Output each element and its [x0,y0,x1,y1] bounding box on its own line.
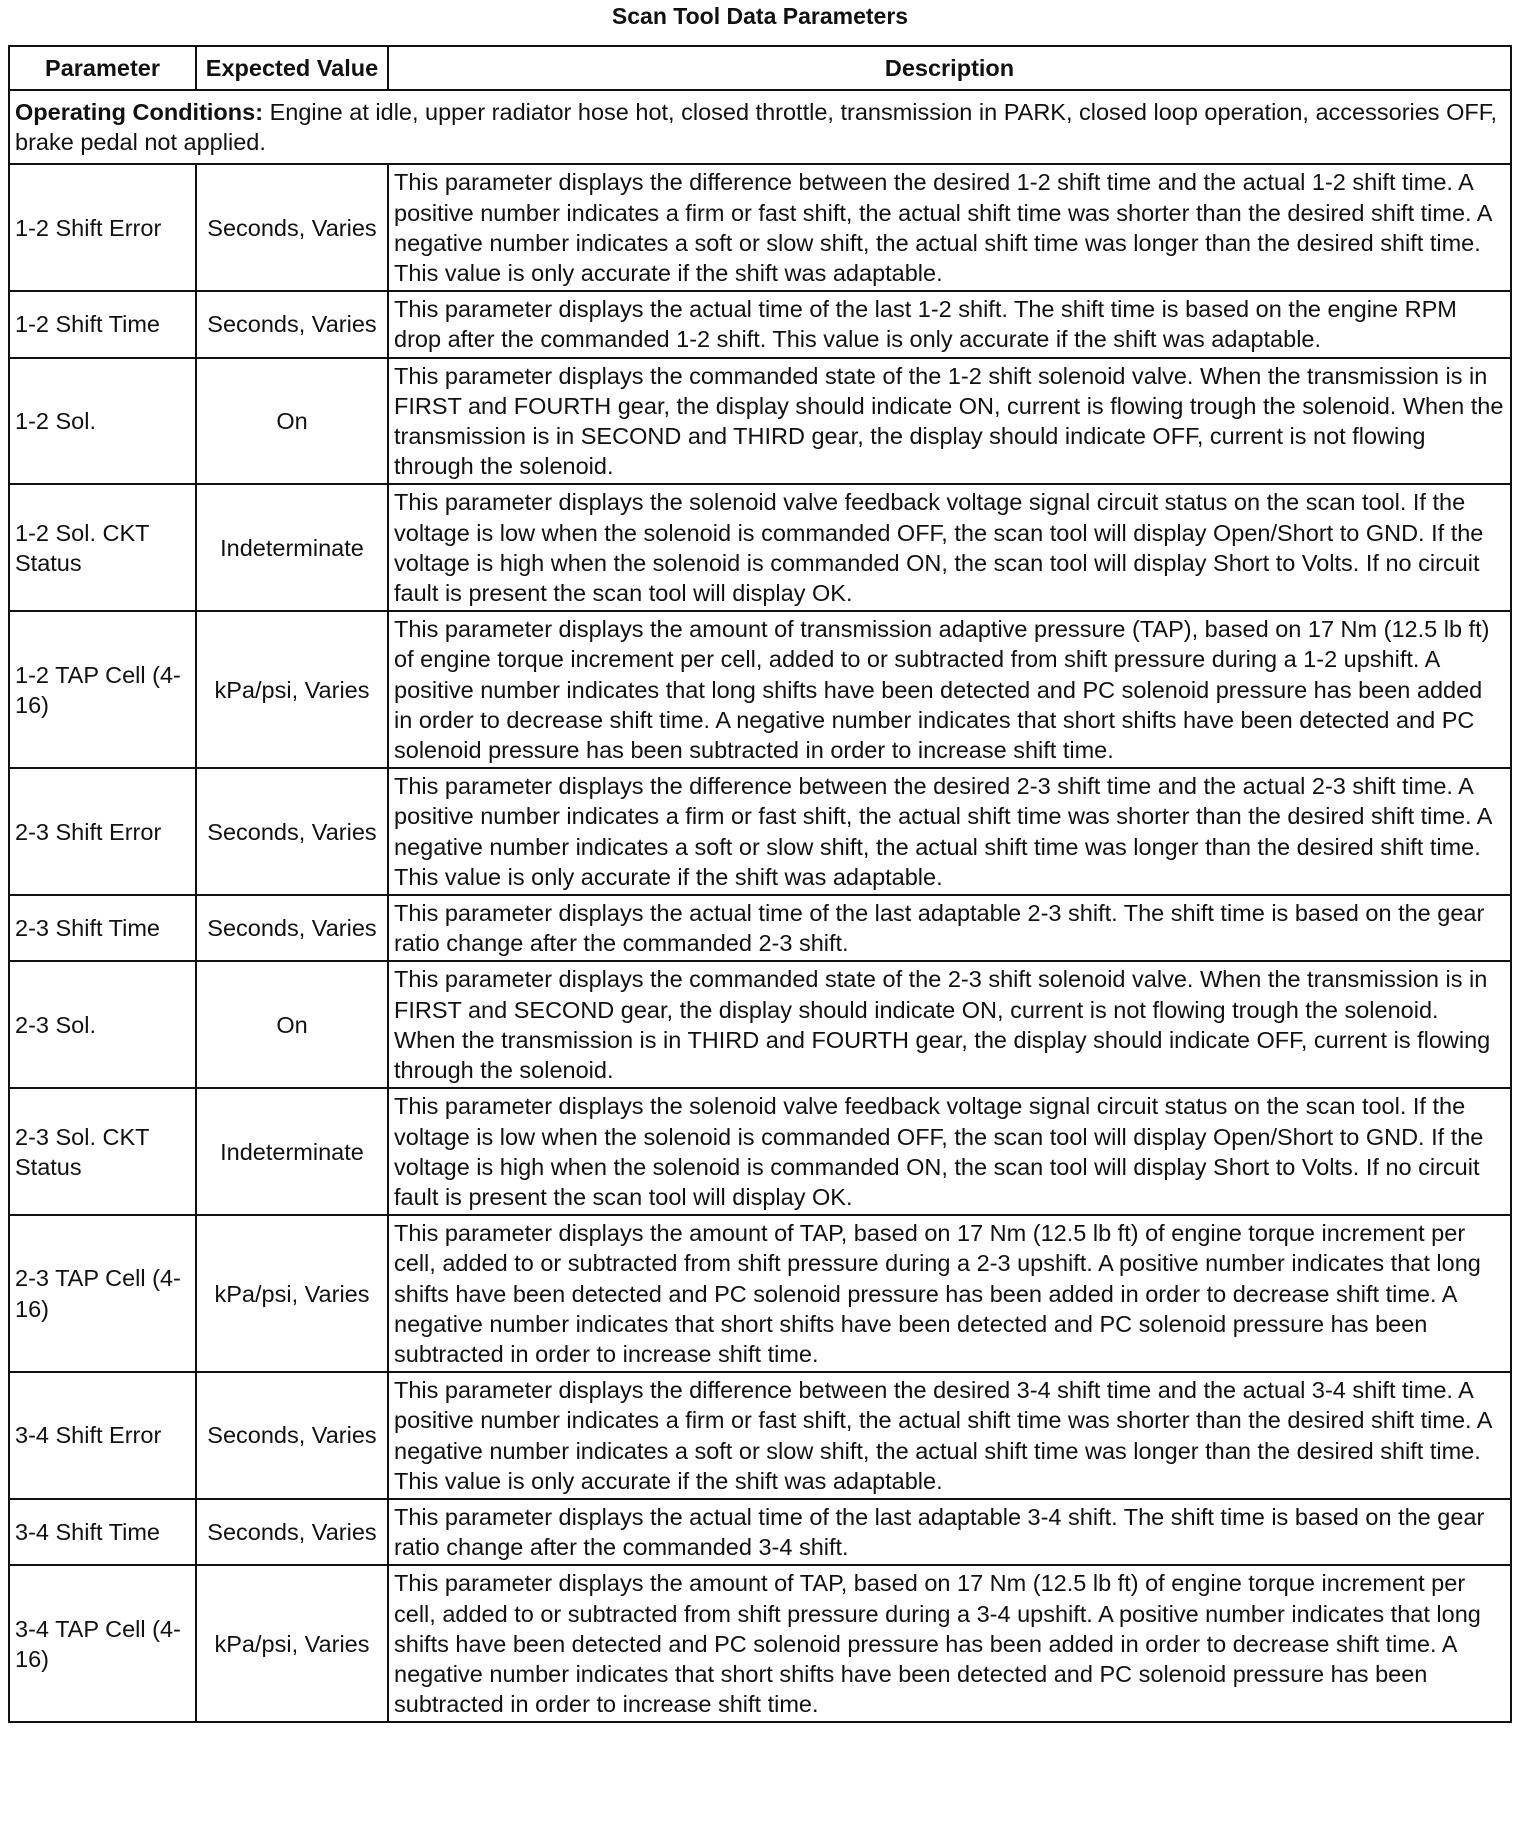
description-cell: This parameter displays the difference between the desired 1-2 shift time and the actual 1-2 shift time. A positive number indicates a firm or fast shift, the actual shift time was shorter than the desired shift time. A negative number indicates a soft or slow shift, the actual shift time was longer than the desired shift time. This value is only accurate if the shift was adaptable. [388,164,1511,291]
table-row [9,961,1511,1088]
parameter-cell: 2-3 Shift Error [9,768,196,895]
table-body [9,90,1511,1722]
expected-value-cell: Seconds, Varies [196,1372,388,1499]
description-cell: This parameter displays the commanded state of the 1-2 shift solenoid valve. When the transmission is in FIRST and FOURTH gear, the display should indicate ON, current is flowing trough the solenoid. When the transmission is in SECOND and THIRD gear, the display should indicate OFF, current is not flowing through the solenoid. [388,358,1511,485]
expected-value-cell: Indeterminate [196,1088,388,1215]
parameter-cell: 2-3 Sol. CKT Status [9,1088,196,1215]
table-row [9,1499,1511,1565]
header-row [9,46,1511,90]
expected-value-cell: Seconds, Varies [196,164,388,291]
description-cell: This parameter displays the actual time of the last adaptable 2-3 shift. The shift time is based on the gear ratio change after the commanded 2-3 shift. [388,895,1511,961]
table-row [9,484,1511,611]
table-row [9,611,1511,768]
header-expected-value: Expected Value [196,46,388,90]
parameter-cell: 1-2 Shift Time [9,291,196,357]
parameter-cell: 1-2 Sol. CKT Status [9,484,196,611]
expected-value-cell: kPa/psi, Varies [196,611,388,768]
table-row [9,895,1511,961]
parameter-cell: 3-4 Shift Time [9,1499,196,1565]
table-row [9,1372,1511,1499]
parameter-cell: 1-2 Sol. [9,358,196,485]
parameter-cell: 3-4 Shift Error [9,1372,196,1499]
description-cell: This parameter displays the actual time of the last 1-2 shift. The shift time is based on the engine RPM drop after the commanded 1-2 shift. This value is only accurate if the shift was adaptable. [388,291,1511,357]
operating-conditions-label: Operating Conditions: [15,99,264,125]
parameter-cell: 3-4 TAP Cell (4-16) [9,1565,196,1722]
table-row [9,1088,1511,1215]
description-cell: This parameter displays the amount of TAP, based on 17 Nm (12.5 lb ft) of engine torque increment per cell, added to or subtracted from shift pressure during a 3-4 upshift. A positive number indicates that long shifts have been detected and PC solenoid pressure has been added in order to decrease shift time. A negative number indicates that short shifts have been detected and PC solenoid pressure has been subtracted in order to increase shift time. [388,1565,1511,1722]
parameter-cell: 2-3 Shift Time [9,895,196,961]
expected-value-cell: Seconds, Varies [196,1499,388,1565]
parameter-cell: 1-2 Shift Error [9,164,196,291]
expected-value-cell: Seconds, Varies [196,768,388,895]
expected-value-cell: On [196,358,388,485]
header-parameter: Parameter [9,46,196,90]
description-cell: This parameter displays the actual time of the last adaptable 3-4 shift. The shift time is based on the gear ratio change after the commanded 3-4 shift. [388,1499,1511,1565]
table-row [9,1215,1511,1372]
expected-value-cell: Seconds, Varies [196,895,388,961]
expected-value-cell: Seconds, Varies [196,291,388,357]
description-cell: This parameter displays the amount of TAP, based on 17 Nm (12.5 lb ft) of engine torque increment per cell, added to or subtracted from shift pressure during a 2-3 upshift. A positive number indicates that long shifts have been detected and PC solenoid pressure has been added in order to decrease shift time. A negative number indicates that short shifts have been detected and PC solenoid pressure has been subtracted in order to increase shift time. [388,1215,1511,1372]
operating-conditions-text: Engine at idle, upper radiator hose hot, closed throttle, transmission in PARK, closed loop operation, accessories OFF, brake pedal not applied. [15,99,1498,156]
table-row [9,768,1511,895]
expected-value-cell: On [196,961,388,1088]
parameter-cell: 1-2 TAP Cell (4-16) [9,611,196,768]
parameter-cell: 2-3 Sol. [9,961,196,1088]
description-cell: This parameter displays the difference between the desired 3-4 shift time and the actual 3-4 shift time. A positive number indicates a firm or fast shift, the actual shift time was shorter than the desired shift time. A negative number indicates a soft or slow shift, the actual shift time was longer than the desired shift time. This value is only accurate if the shift was adaptable. [388,1372,1511,1499]
table-header [9,46,1511,90]
page-title: Scan Tool Data Parameters [611,3,909,29]
table-row [9,358,1511,485]
operating-conditions-row [9,90,1511,164]
description-cell: This parameter displays the solenoid valve feedback voltage signal circuit status on the scan tool. If the voltage is low when the solenoid is commanded OFF, the scan tool will display Open/Short to GND. If the voltage is high when the solenoid is commanded ON, the scan tool will display Short to Volts. If no circuit fault is present the scan tool will display OK. [388,1088,1511,1215]
table-row [9,164,1511,291]
description-cell: This parameter displays the amount of transmission adaptive pressure (TAP), based on 17 Nm (12.5 lb ft) of engine torque increment per cell, added to or subtracted from shift pressure during a 1-2 upshift. A positive number indicates that long shifts have been detected and PC solenoid pressure has been added in order to decrease shift time. A negative number indicates that short shifts have been detected and PC solenoid pressure has been subtracted in order to increase shift time. [388,611,1511,768]
expected-value-cell: kPa/psi, Varies [196,1565,388,1722]
description-cell: This parameter displays the commanded state of the 2-3 shift solenoid valve. When the transmission is in FIRST and SECOND gear, the display should indicate ON, current is not flowing trough the solenoid. When the transmission is in THIRD and FOURTH gear, the display should indicate OFF, current is flowing through the solenoid. [388,961,1511,1088]
table-row [9,291,1511,357]
expected-value-cell: Indeterminate [196,484,388,611]
parameter-cell: 2-3 TAP Cell (4-16) [9,1215,196,1372]
description-cell: This parameter displays the difference between the desired 2-3 shift time and the actual 2-3 shift time. A positive number indicates a firm or fast shift, the actual shift time was shorter than the desired shift time. A negative number indicates a soft or slow shift, the actual shift time was longer than the desired shift time. This value is only accurate if the shift was adaptable. [388,768,1511,895]
operating-conditions-cell [9,90,1511,164]
header-description: Description [388,46,1511,90]
parameters-table [8,45,1512,1723]
table-row [9,1565,1511,1722]
description-cell: This parameter displays the solenoid valve feedback voltage signal circuit status on the scan tool. If the voltage is low when the solenoid is commanded OFF, the scan tool will display Open/Short to GND. If the voltage is high when the solenoid is commanded ON, the scan tool will display Short to Volts. If no circuit fault is present the scan tool will display OK. [388,484,1511,611]
expected-value-cell: kPa/psi, Varies [196,1215,388,1372]
